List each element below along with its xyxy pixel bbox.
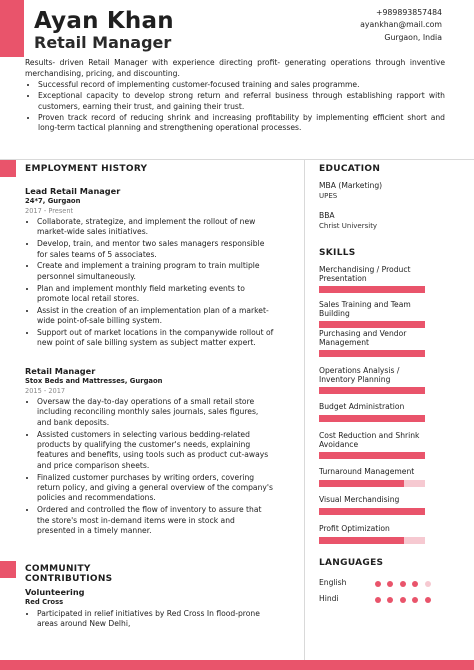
rating-dot-filled <box>375 581 381 587</box>
skill-level-bar <box>319 350 425 357</box>
community-entry <box>25 587 275 631</box>
skill-name: Turnaround Management <box>319 467 415 476</box>
footer-accent-bar <box>0 660 474 670</box>
education-list <box>319 181 439 231</box>
language-rating <box>375 580 437 589</box>
skill-level-bar <box>319 480 425 487</box>
skill-name: Merchandising / Product Presentation <box>319 265 411 283</box>
skill-item <box>319 266 431 293</box>
rating-dot-filled <box>400 581 406 587</box>
duty-item: • Participated in relief initiatives by Red Cross In flood-prone areas around New Delhi, <box>37 609 275 630</box>
skill-item <box>319 403 431 422</box>
skill-item <box>319 525 431 544</box>
language-item <box>319 594 449 606</box>
community-org: Red Cross <box>25 598 64 606</box>
skill-level-fill <box>319 286 425 293</box>
education-degree: BBA <box>319 211 335 220</box>
employment-accent-bar <box>0 160 16 177</box>
skill-level-fill <box>319 387 425 394</box>
job-entry-title: Lead Retail Manager <box>25 186 121 196</box>
education-item <box>319 181 439 201</box>
language-rating <box>375 596 437 605</box>
duty-item: • Assisted customers in selecting various bedding-related products by qualifying the customer's needs, explaining features and benefits, using tools such as product cut-aways and price comparison sheets. <box>37 430 275 472</box>
skills-heading: SKILLS <box>319 248 356 258</box>
skill-name: Operations Analysis / Inventory Planning <box>319 366 400 384</box>
skill-item <box>319 496 431 515</box>
skill-level-bar <box>319 321 425 328</box>
skill-level-fill <box>319 452 425 459</box>
employment-heading: EMPLOYMENT HISTORY <box>25 164 148 174</box>
skill-name: Budget Administration <box>319 402 405 411</box>
community-role: Volunteering <box>25 587 85 597</box>
education-school: UPES <box>319 192 338 200</box>
section-divider <box>0 159 474 160</box>
skill-level-fill <box>319 508 425 515</box>
skill-level-bar <box>319 387 425 394</box>
job-entry <box>25 366 275 538</box>
skill-level-bar <box>319 415 425 422</box>
community-accent-bar <box>0 561 16 578</box>
job-entry <box>25 186 275 350</box>
education-heading: EDUCATION <box>319 164 381 174</box>
job-entry-title: Retail Manager <box>25 366 96 376</box>
rating-dot-filled <box>400 597 406 603</box>
rating-dot-filled <box>412 597 418 603</box>
rating-dot-filled <box>425 597 431 603</box>
skill-level-fill <box>319 321 425 328</box>
skill-level-fill <box>319 537 404 544</box>
job-entry-dates: 2015 - 2017 <box>25 387 66 395</box>
phone-number: +989893857484 <box>375 8 442 17</box>
duty-item: • Collaborate, strategize, and implement the rollout of new market-wide sales initiatives. <box>37 217 275 238</box>
skill-name: Cost Reduction and Shrink Avoidance <box>319 431 420 449</box>
language-name: Hindi <box>319 594 339 603</box>
summary-list <box>25 80 445 135</box>
job-entry-employer: Stox Beds and Mattresses, Gurgaon <box>25 377 163 385</box>
job-entry-duties <box>25 217 275 349</box>
rating-dot-filled <box>375 597 381 603</box>
language-item <box>319 578 449 590</box>
skill-name: Profit Optimization <box>319 524 390 533</box>
education-item <box>319 211 439 231</box>
languages-heading: LANGUAGES <box>319 558 384 568</box>
skill-level-fill <box>319 350 425 357</box>
duty-item: • Develop, train, and mentor two sales managers responsible for sales teams of 5 associates. <box>37 239 275 260</box>
contact-info <box>360 7 442 44</box>
education-degree: MBA (Marketing) <box>319 181 383 190</box>
skill-name: Purchasing and Vendor Management <box>319 329 407 347</box>
profile-summary <box>25 58 445 134</box>
duty-item: • Support out of market locations in the companywide rollout of new point of sale billing system as subject matter expert. <box>37 328 275 349</box>
header-accent-bar <box>0 0 24 57</box>
skill-item <box>319 432 431 459</box>
column-divider <box>304 159 305 670</box>
skill-level-fill <box>319 415 425 422</box>
summary-intro: Results- driven Retail Manager with experience directing profit- generating operations through inventive merchandising, pricing, and discounting. <box>25 58 445 78</box>
duty-item: • Oversaw the day-to-day operations of a small retail store including reconciling monthly sales journals, sales figures, and bank deposits. <box>37 397 275 428</box>
rating-dot-filled <box>387 597 393 603</box>
skill-item <box>319 367 431 394</box>
skill-level-fill <box>319 480 404 487</box>
rating-dot-filled <box>412 581 418 587</box>
duty-item: • Create and implement a training program to train multiple personnel simultaneously. <box>37 261 275 282</box>
skill-name: Visual Merchandising <box>319 495 400 504</box>
education-school: Christ University <box>319 222 378 230</box>
rating-dot-filled <box>387 581 393 587</box>
job-entry-dates: 2017 - Present <box>25 207 74 215</box>
candidate-name: Ayan Khan <box>34 8 174 34</box>
duty-item: • Assist in the creation of an implementation plan of a market-wide point-of-sale billing system. <box>37 306 275 327</box>
duty-item: • Ordered and controlled the flow of inventory to assure that the store's most in-demand items were in stock and presented in a timely manner. <box>37 505 275 536</box>
community-duties <box>25 609 275 630</box>
duty-item: • Plan and implement monthly field marketing events to promote local retail stores. <box>37 284 275 305</box>
job-entry-duties <box>25 397 275 536</box>
community-heading: COMMUNITY CONTRIBUTIONS <box>25 564 113 584</box>
email-address: ayankhan@mail.com <box>360 20 442 30</box>
location: Gurgaon, India <box>384 32 442 42</box>
rating-dot-empty <box>425 581 431 587</box>
summary-bullet: • Successful record of implementing customer-focused training and sales programme. <box>38 80 445 91</box>
skill-level-bar <box>319 508 425 515</box>
skill-name: Sales Training and Team Building <box>319 300 411 318</box>
skill-item <box>319 330 431 357</box>
skill-item <box>319 301 431 328</box>
language-name: English <box>319 578 347 587</box>
summary-bullet: • Proven track record of reducing shrink and increasing profitability by implementing efficient short and long-term tactical planning and strengthening operational processes. <box>38 113 445 135</box>
skill-level-bar <box>319 537 425 544</box>
summary-bullet: • Exceptional capacity to develop strong return and referral business through establishing rapport with customers, earning their trust, and gaining their trust. <box>38 91 445 113</box>
skill-item <box>319 468 431 487</box>
skill-level-bar <box>319 452 425 459</box>
job-title: Retail Manager <box>34 33 172 52</box>
skill-level-bar <box>319 286 425 293</box>
duty-item: • Finalized customer purchases by writing orders, covering return policy, and giving a general overview of the company's policies and recommendations. <box>37 473 275 504</box>
job-entry-employer: 24*7, Gurgaon <box>25 197 81 205</box>
